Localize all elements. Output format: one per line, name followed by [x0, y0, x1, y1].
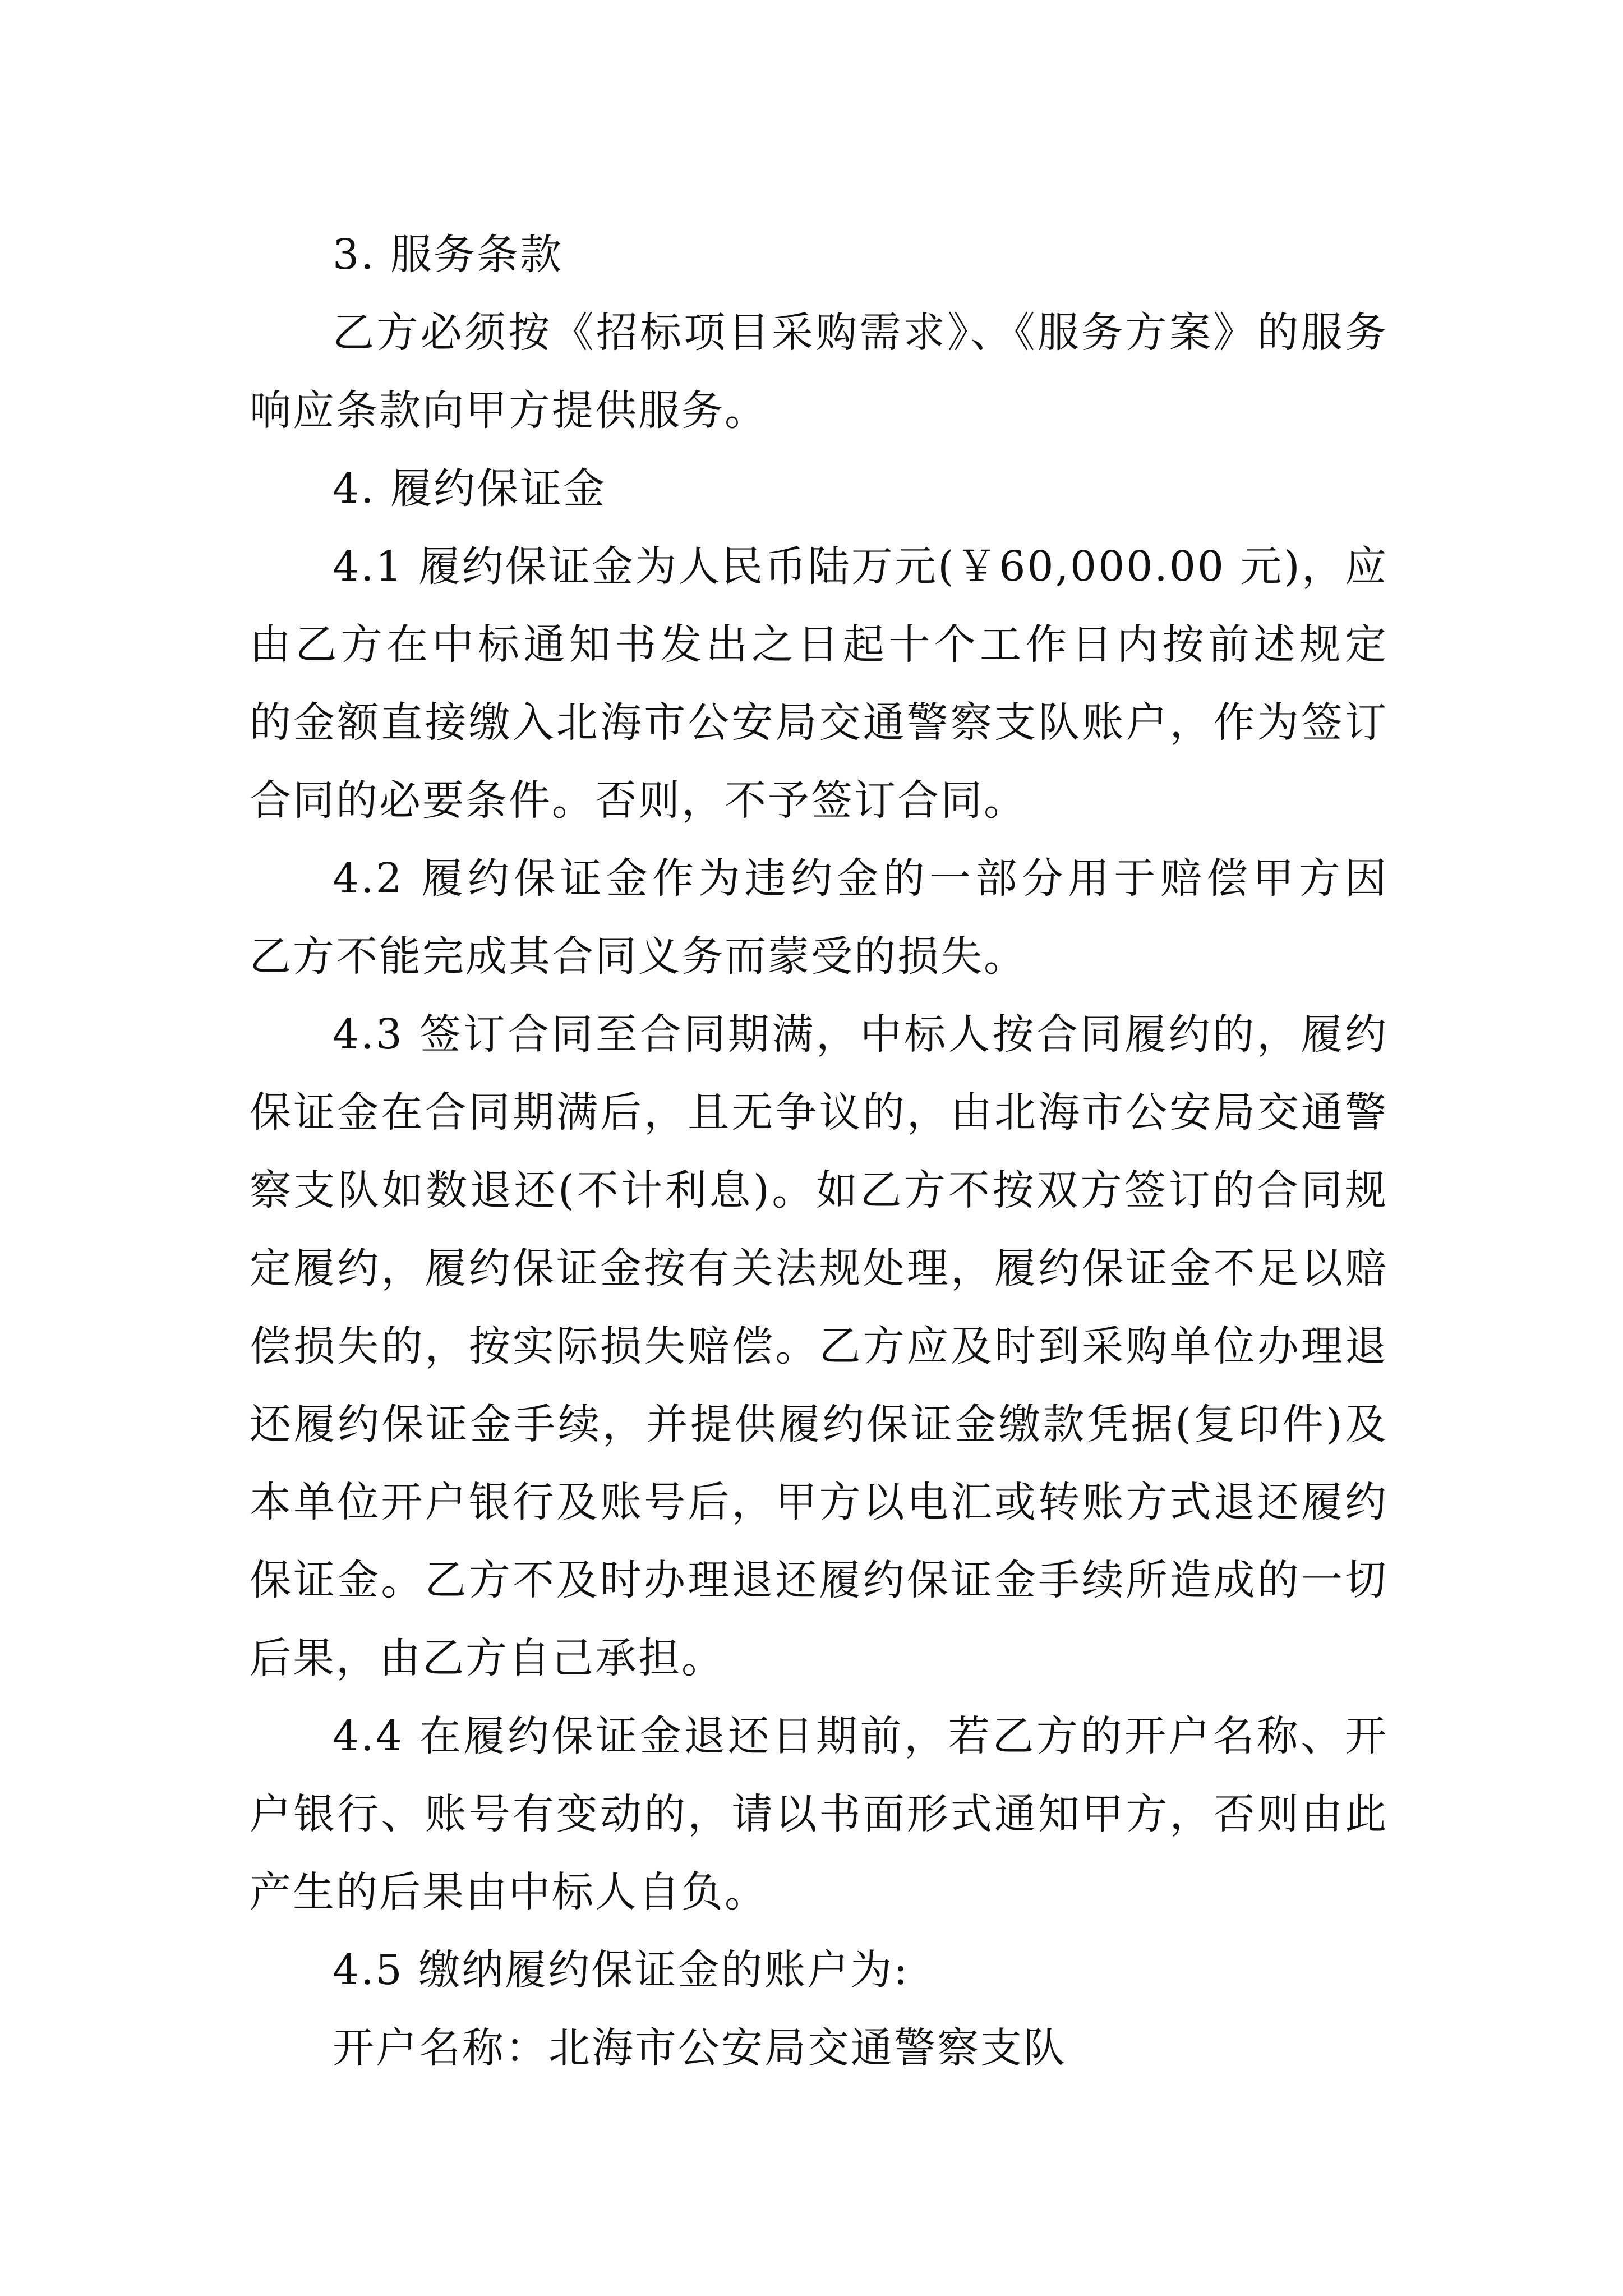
paragraph-line: 4.2 履约保证金作为违约金的一部分用于赔偿甲方因 — [333, 854, 1388, 903]
paragraph-line: 4.4 在履约保证金退还日期前，若乙方的开户名称、开 — [333, 1712, 1388, 1760]
paragraph-line: 产生的后果由中标人自负。 — [250, 1868, 768, 1916]
paragraph-line: 的金额直接缴入北海市公安局交通警察支队账户，作为签订 — [250, 698, 1388, 747]
paragraph-line: 保证金。乙方不及时办理退还履约保证金手续所造成的一切 — [250, 1556, 1388, 1604]
account-name-line: 开户名称：北海市公安局交通警察支队 — [333, 2024, 1067, 2072]
section-heading-performance-bond: 4. 履约保证金 — [333, 464, 607, 513]
paragraph-line: 4.3 签订合同至合同期满，中标人按合同履约的，履约 — [333, 1010, 1388, 1059]
paragraph-line: 乙方必须按《招标项目采购需求》、《服务方案》的服务 — [333, 309, 1388, 357]
paragraph-line: 户银行、账号有变动的，请以书面形式通知甲方，否则由此 — [250, 1790, 1388, 1838]
paragraph-line: 定履约，履约保证金按有关法规处理，履约保证金不足以赔 — [250, 1244, 1388, 1292]
paragraph-line: 保证金在合同期满后，且无争议的，由北海市公安局交通警 — [250, 1088, 1388, 1137]
section-heading-service-terms: 3. 服务条款 — [333, 231, 564, 279]
paragraph-line: 后果，由乙方自己承担。 — [250, 1634, 725, 1682]
paragraph-line: 4.5 缴纳履约保证金的账户为: — [333, 1946, 910, 1994]
paragraph-line: 由乙方在中标通知书发出之日起十个工作日内按前述规定 — [250, 620, 1388, 669]
paragraph-line: 察支队如数退还(不计利息)。如乙方不按双方签订的合同规 — [250, 1166, 1388, 1214]
paragraph-line: 偿损失的，按实际损失赔偿。乙方应及时到采购单位办理退 — [250, 1322, 1388, 1370]
paragraph-line: 还履约保证金手续，并提供履约保证金缴款凭据(复印件)及 — [250, 1400, 1388, 1448]
paragraph-line: 本单位开户银行及账号后，甲方以电汇或转账方式退还履约 — [250, 1478, 1388, 1526]
paragraph-line: 合同的必要条件。否则，不予签订合同。 — [250, 776, 1027, 825]
paragraph-line: 4.1 履约保证金为人民币陆万元(￥60,000.00 元)，应 — [333, 542, 1388, 591]
document-body — [250, 216, 1388, 2087]
paragraph-line: 乙方不能完成其合同义务而蒙受的损失。 — [250, 932, 1027, 981]
paragraph-line: 响应条款向甲方提供服务。 — [250, 386, 768, 435]
